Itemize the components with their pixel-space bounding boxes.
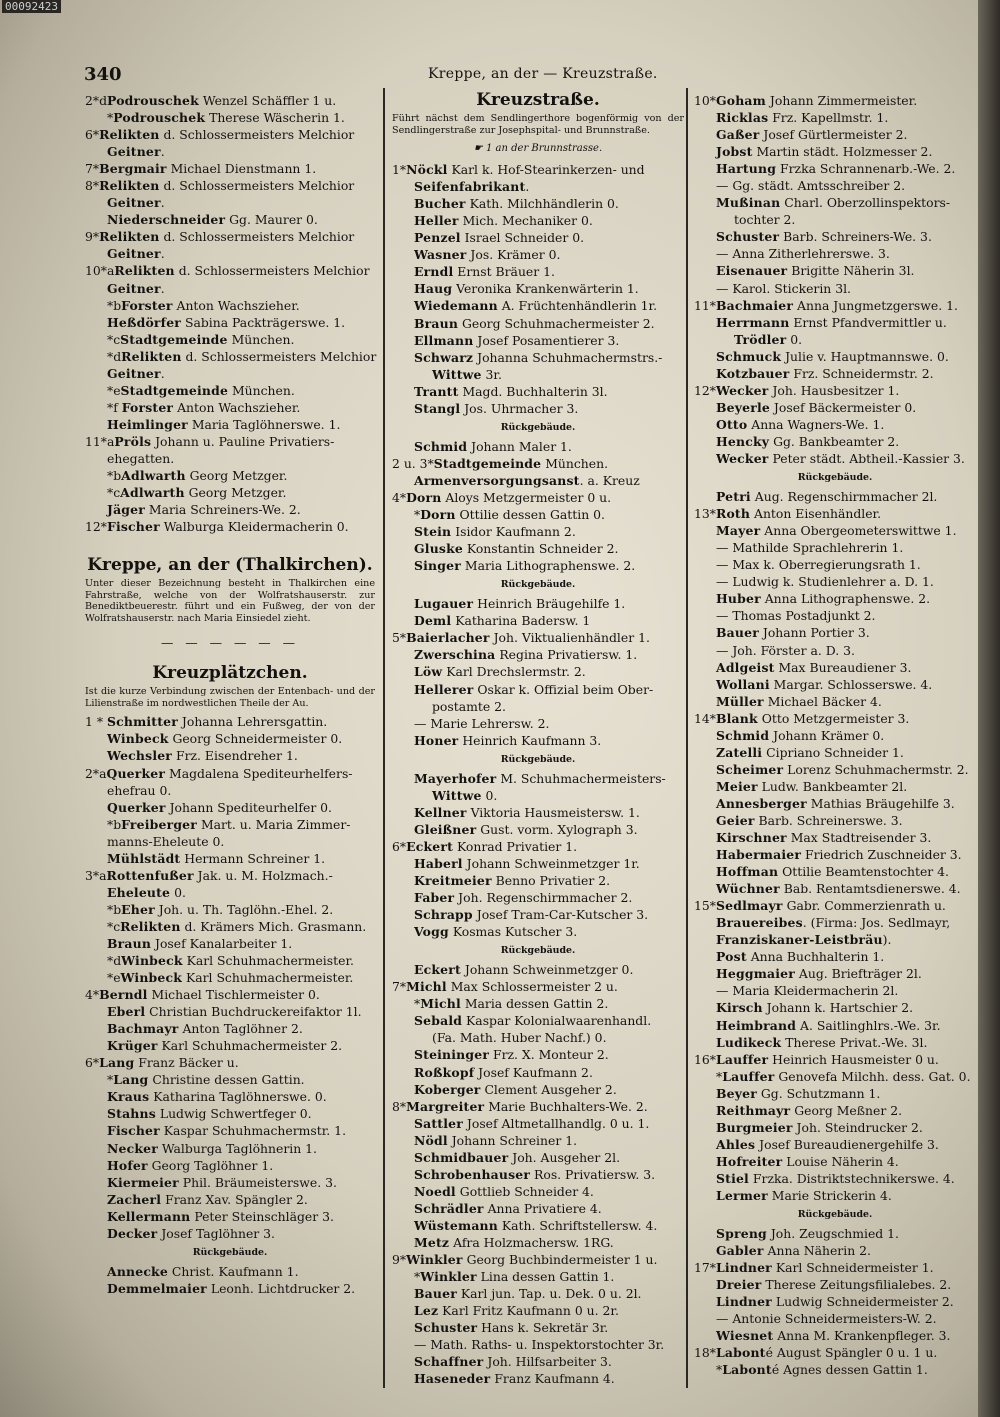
directory-entry: Hofer Georg Taglöhner 1. xyxy=(107,1157,274,1173)
directory-entry: Wittwe 3r. xyxy=(432,366,502,382)
directory-entry: Zacherl Franz Xav. Spängler 2. xyxy=(107,1191,308,1207)
directory-entry: *cAdlwarth Georg Metzger. xyxy=(107,485,287,501)
directory-entry: Haseneder Franz Kaufmann 4. xyxy=(414,1371,615,1387)
directory-entry: Kreitmeier Benno Privatier 2. xyxy=(414,873,611,889)
directory-entry: 2*dPodrouschek Wenzel Schäffler 1 u. xyxy=(85,93,337,108)
column-middle xyxy=(392,92,684,1387)
directory-entry: *bEher Joh. u. Th. Taglöhn.-Ehel. 2. xyxy=(107,901,334,917)
directory-entry: Haug Veronika Krankenwärterin 1. xyxy=(414,281,639,297)
directory-entry: 3*aRottenfußer Jak. u. M. Holzmach.- xyxy=(85,867,333,883)
directory-entry: Huber Anna Lithographenswe. 2. xyxy=(716,591,931,607)
directory-entry: Koberger Clement Ausgeher 2. xyxy=(414,1081,617,1097)
directory-entry: Schmid Johann Maler 1. xyxy=(414,438,572,454)
running-head: Kreppe, an der — Kreuzstraße. xyxy=(428,66,658,82)
directory-entry: 11*Bachmaier Anna Jungmetzgerswe. 1. xyxy=(694,297,958,313)
directory-entry: Bauer Johann Portier 3. xyxy=(716,625,870,641)
directory-entry: Stahns Ludwig Schwertfeger 0. xyxy=(107,1106,312,1122)
directory-entry: Gluske Konstantin Schneider 2. xyxy=(414,541,619,557)
directory-entry: Hofreiter Louise Näherin 4. xyxy=(716,1153,899,1169)
directory-entry: 2*aQuerker Magdalena Spediteurhelfers- xyxy=(85,765,353,781)
directory-entry: Seifenfabrikant. xyxy=(414,179,530,195)
directory-entry: Otto Anna Wagners-We. 1. xyxy=(716,416,885,432)
directory-entry: 9*Relikten d. Schlossermeisters Melchior xyxy=(85,229,355,245)
rueckgebaeude-label: Rückgebäude. xyxy=(797,472,873,484)
directory-entry: *cStadtgemeinde München. xyxy=(107,331,295,347)
directory-entry: Hellerer Oskar k. Offizial beim Ober- xyxy=(414,681,654,697)
directory-entry: *Lang Christine dessen Gattin. xyxy=(107,1072,305,1088)
directory-entry: Trantt Magd. Buchhalterin 3l. xyxy=(414,383,608,399)
directory-entry: Faber Joh. Regenschirmmacher 2. xyxy=(414,890,633,906)
directory-entry: *Labonté Agnes dessen Gattin 1. xyxy=(716,1362,928,1378)
directory-entry: Schrobenhauser Ros. Privatiersw. 3. xyxy=(414,1166,656,1182)
directory-entry: (Fa. Math. Huber Nachf.) 0. xyxy=(432,1030,607,1046)
directory-entry: Schmidbauer Joh. Ausgeher 2l. xyxy=(414,1149,621,1165)
directory-entry: Jäger Maria Schreiners-We. 2. xyxy=(107,502,301,518)
directory-entry: Löw Karl Drechslermstr. 2. xyxy=(414,664,586,680)
entry-list xyxy=(392,595,684,748)
directory-entry: Schuster Hans k. Sekretär 3r. xyxy=(414,1320,609,1336)
directory-entry: 10*aRelikten d. Schlossermeisters Melchior xyxy=(85,263,370,279)
directory-entry: 2 u. 3*Stadtgemeinde München. xyxy=(392,455,609,471)
directory-entry: Niederschneider Gg. Maurer 0. xyxy=(107,212,318,228)
directory-entry: Lindner Ludwig Schneidermeister 2. xyxy=(716,1294,954,1310)
directory-entry: 8*Margreiter Marie Buchhalters-We. 2. xyxy=(392,1098,648,1114)
directory-entry: Fischer Kaspar Schuhmachermstr. 1. xyxy=(107,1123,347,1139)
directory-entry: Brauereibes. (Firma: Jos. Sedlmayr, xyxy=(716,915,951,931)
directory-entry: Hartung Frzka Schrannenarb.-We. 2. xyxy=(716,161,956,177)
entry-list xyxy=(85,713,375,1241)
directory-entry: Singer Maria Lithographenswe. 2. xyxy=(414,558,636,574)
directory-entry: Lugauer Heinrich Bräugehilfe 1. xyxy=(414,596,626,612)
directory-entry: Nödl Johann Schreiner 1. xyxy=(414,1132,578,1148)
directory-entry: — Gg. städt. Amtsschreiber 2. xyxy=(716,178,906,194)
directory-entry: 4*Berndl Michael Tischlermeister 0. xyxy=(85,987,320,1003)
directory-entry: tochter 2. xyxy=(734,212,796,228)
directory-entry: Demmelmaier Leonh. Lichtdrucker 2. xyxy=(107,1280,356,1296)
directory-entry: Mayer Anna Obergeometerswittwe 1. xyxy=(716,523,957,539)
directory-entry: 16*Lauffer Heinrich Hausmeister 0 u. xyxy=(694,1051,939,1067)
directory-entry: — Maria Kleidermacherin 2l. xyxy=(716,983,899,999)
directory-entry: Ricklas Frz. Kapellmstr. 1. xyxy=(716,110,889,126)
directory-entry: *cRelikten d. Krämers Mich. Grasmann. xyxy=(107,918,367,934)
directory-entry: 7*Bergmair Michael Dienstmann 1. xyxy=(85,161,317,177)
directory-entry: 11*aPröls Johann u. Pauline Privatiers- xyxy=(85,433,335,449)
directory-entry: Beyerle Josef Bäckermeister 0. xyxy=(716,399,917,415)
directory-entry: *Podrouschek Therese Wäscherin 1. xyxy=(107,110,345,126)
directory-entry: Gabler Anna Näherin 2. xyxy=(716,1243,871,1259)
directory-entry: Krüger Karl Schuhmachermeister 2. xyxy=(107,1038,343,1054)
rueckgebaeude-label: Rückgebäude. xyxy=(797,1209,873,1221)
directory-entry: Kellermann Peter Steinschläger 3. xyxy=(107,1208,334,1224)
directory-entry: Spreng Joh. Zeugschmied 1. xyxy=(716,1226,899,1242)
rueckgebaeude-label: Rückgebäude. xyxy=(500,421,576,433)
directory-entry: Wasner Jos. Krämer 0. xyxy=(414,247,561,263)
directory-entry: Adlgeist Max Bureaudiener 3. xyxy=(716,659,912,675)
directory-entry: Scheimer Lorenz Schuhmachermstr. 2. xyxy=(716,761,969,777)
directory-entry: Eheleute 0. xyxy=(107,884,186,900)
column-rule xyxy=(383,88,385,1388)
directory-entry: Herrmann Ernst Pfandvermittler u. xyxy=(716,314,947,330)
directory-entry: Geier Barb. Schreinerswe. 3. xyxy=(716,812,903,828)
directory-entry: *dRelikten d. Schlossermeisters Melchior xyxy=(107,348,377,364)
directory-entry: Geitner. xyxy=(107,195,165,211)
directory-entry: Annesberger Mathias Bräugehilfe 3. xyxy=(716,795,955,811)
directory-entry: Armenversorgungsanst. a. Kreuz xyxy=(414,472,640,488)
directory-entry: Necker Walburga Taglöhnerin 1. xyxy=(107,1140,317,1156)
directory-entry: Penzel Israel Schneider 0. xyxy=(414,230,585,246)
directory-entry: *bForster Anton Wachszieher. xyxy=(107,297,300,313)
directory-entry: *bFreiberger Mart. u. Maria Zimmer- xyxy=(107,816,351,832)
directory-entry: 12*Fischer Walburga Kleidermacherin 0. xyxy=(85,519,349,535)
directory-entry: 10*Goham Johann Zimmermeister. xyxy=(694,93,918,108)
directory-entry: Honer Heinrich Kaufmann 3. xyxy=(414,732,602,748)
directory-entry: Steininger Frz. X. Monteur 2. xyxy=(414,1047,609,1063)
directory-entry: Bauer Karl jun. Tap. u. Dek. 0 u. 2l. xyxy=(414,1286,642,1302)
directory-entry: — Thomas Postadjunkt 2. xyxy=(716,608,876,624)
directory-entry: 6*Relikten d. Schlossermeisters Melchior xyxy=(85,127,355,143)
directory-entry: Franziskaner-Leistbräu). xyxy=(716,932,892,948)
directory-entry: Querker Johann Spediteurhelfer 0. xyxy=(107,799,332,815)
directory-entry: Lermer Marie Strickerin 4. xyxy=(716,1188,892,1203)
directory-entry: Müller Michael Bäcker 4. xyxy=(716,693,882,709)
directory-entry: Petri Aug. Regenschirmmacher 2l. xyxy=(716,489,938,505)
directory-entry: Annecke Christ. Kaufmann 1. xyxy=(107,1263,299,1279)
directory-entry: — Anna Zitherlehrerswe. 3. xyxy=(716,246,890,262)
column-right xyxy=(694,92,976,1379)
directory-entry: Gleißner Gust. vorm. Xylograph 3. xyxy=(414,821,638,837)
directory-entry: Trödler 0. xyxy=(734,331,803,347)
directory-entry: Kellner Viktoria Hausmeistersw. 1. xyxy=(414,804,640,820)
directory-entry: Sattler Josef Altmetallhandlg. 0 u. 1. xyxy=(414,1115,650,1131)
section-title-kreppe: Kreppe, an der (Thalkirchen). xyxy=(87,555,373,576)
directory-entry: Zatelli Cipriano Schneider 1. xyxy=(716,744,904,760)
directory-entry: Geitner. xyxy=(107,365,165,381)
directory-entry: 18*Labonté August Spängler 0 u. 1 u. xyxy=(694,1345,938,1361)
directory-entry: — Joh. Förster a. D. 3. xyxy=(716,642,855,658)
directory-entry: ehefrau 0. xyxy=(107,782,172,798)
directory-entry: Vogg Kosmas Kutscher 3. xyxy=(414,924,578,940)
directory-entry: *bAdlwarth Georg Metzger. xyxy=(107,468,288,484)
directory-entry: 4*Dorn Aloys Metzgermeister 0 u. xyxy=(392,489,612,505)
entry-list xyxy=(85,1263,375,1297)
directory-entry: 9*Winkler Georg Buchbindermeister 1 u. xyxy=(392,1252,658,1268)
directory-entry: Geitner. xyxy=(107,280,165,296)
directory-entry: Deml Katharina Badersw. 1 xyxy=(414,613,591,629)
section-description: Führt nächst dem Sendlingerthore bogenförmig von der Sendlingerstraße zur Josephspital- und Brunnstraße. xyxy=(392,113,684,136)
directory-entry: Schuster Barb. Schreiners-We. 3. xyxy=(716,229,932,245)
directory-entry: Reithmayr Georg Meßner 2. xyxy=(716,1102,903,1118)
rueckgebaeude-label: Rückgebäude. xyxy=(192,1246,268,1258)
directory-entry: Bachmayr Anton Taglöhner 2. xyxy=(107,1021,303,1037)
directory-entry: Kotzbauer Frz. Schneidermstr. 2. xyxy=(716,365,934,381)
directory-entry: 14*Blank Otto Metzgermeister 3. xyxy=(694,710,910,726)
directory-entry: Schrädler Anna Privatiere 4. xyxy=(414,1200,602,1216)
entry-list xyxy=(694,1225,976,1378)
directory-entry: Eckert Johann Schweinmetzger 0. xyxy=(414,962,634,978)
directory-entry: Hencky Gg. Bankbeamter 2. xyxy=(716,433,900,449)
directory-entry: Stiel Frzka. Distriktstechnikerswe. 4. xyxy=(716,1170,955,1186)
directory-entry: Gaßer Josef Gürtlermeister 2. xyxy=(716,127,908,143)
rueckgebaeude-label: Rückgebäude. xyxy=(500,945,576,957)
directory-entry: Habermaier Friedrich Zuschneider 3. xyxy=(716,847,962,863)
directory-entry: Mühlstädt Hermann Schreiner 1. xyxy=(107,850,326,866)
directory-entry: Kraus Katharina Taglöhnerswe. 0. xyxy=(107,1089,327,1105)
directory-entry: — Karol. Stickerin 3l. xyxy=(716,280,851,296)
directory-entry: Wüchner Bab. Rentamtsdienerswe. 4. xyxy=(716,881,961,897)
directory-entry: Zwerschina Regina Privatiersw. 1. xyxy=(414,647,638,663)
section-description: Unter dieser Bezeichnung besteht in Thalkirchen eine Fahrstraße, welche von der Wolfratshauserstr. zur Benediktbeuerestr. führt und ein Fußweg, der von der Wolfratshauserstr. nach Maria Einsiedel zieht. xyxy=(85,578,375,624)
entry-list xyxy=(694,92,976,467)
scan-id: 00092423 xyxy=(2,0,61,13)
section-title-kreuzstrasse: Kreuzstraße. xyxy=(476,90,600,110)
directory-entry: Wiesnet Anna M. Krankenpfleger. 3. xyxy=(716,1328,951,1344)
directory-entry: — Ludwig k. Studienlehrer a. D. 1. xyxy=(716,574,934,590)
section-description: Ist die kurze Verbindung zwischen der Entenbach- und der Lilienstraße im nordwestlichen Theile der Au. xyxy=(85,686,375,709)
directory-entry: Mußinan Charl. Oberzollinspektors- xyxy=(716,195,951,211)
directory-entry: 15*Sedlmayr Gabr. Commerzienrath u. xyxy=(694,898,946,914)
directory-entry: Metz Afra Holzmachersw. 1RG. xyxy=(414,1235,614,1250)
directory-entry: 6*Eckert Konrad Privatier 1. xyxy=(392,838,578,854)
directory-entry: 1*Nöckl Karl k. Hof-Stearinkerzen- und xyxy=(392,162,645,178)
directory-entry: Bucher Kath. Milchhändlerin 0. xyxy=(414,196,619,212)
rueckgebaeude-label: Rückgebäude. xyxy=(500,579,576,591)
directory-entry: Eisenauer Brigitte Näherin 3l. xyxy=(716,263,915,279)
directory-entry: Post Anna Buchhalterin 1. xyxy=(716,949,885,965)
directory-entry: 13*Roth Anton Eisenhändler. xyxy=(694,506,882,522)
directory-entry: *Winkler Lina dessen Gattin 1. xyxy=(414,1269,615,1285)
directory-entry: Wecker Peter städt. Abtheil.-Kassier 3. xyxy=(716,450,965,466)
entry-list xyxy=(392,770,684,940)
directory-entry: Geitner. xyxy=(107,246,165,262)
directory-entry: Wittwe 0. xyxy=(432,787,498,803)
directory-entry: Heimlinger Maria Taglöhnerswe. 1. xyxy=(107,416,341,432)
directory-entry: Sebald Kaspar Kolonialwaarenhandl. xyxy=(414,1013,652,1029)
directory-entry: 7*Michl Max Schlossermeister 2 u. xyxy=(392,979,618,995)
directory-entry: — Math. Raths- u. Inspektorstochter 3r. xyxy=(414,1337,665,1353)
directory-entry: Kirschner Max Stadtreisender 3. xyxy=(716,830,932,846)
directory-entry: — Max k. Oberregierungsrath 1. xyxy=(716,557,921,573)
directory-entry: Kirsch Johann k. Hartschier 2. xyxy=(716,1000,914,1016)
directory-entry: Ludikeck Therese Privat.-We. 3l. xyxy=(716,1034,928,1050)
directory-entry: 8*Relikten d. Schlossermeisters Melchior xyxy=(85,178,355,194)
directory-entry: *eStadtgemeinde München. xyxy=(107,382,295,398)
directory-entry: Schrapp Josef Tram-Car-Kutscher 3. xyxy=(414,907,649,923)
entry-list xyxy=(85,92,375,535)
directory-entry: Noedl Gottlieb Schneider 4. xyxy=(414,1183,594,1199)
directory-entry: Heimbrand A. Saitlinghlrs.-We. 3r. xyxy=(716,1017,941,1033)
directory-entry: Wüstemann Kath. Schriftstellersw. 4. xyxy=(414,1217,658,1233)
entry-list xyxy=(392,961,684,1387)
directory-entry: Geitner. xyxy=(107,144,165,160)
rueckgebaeude-label: Rückgebäude. xyxy=(500,753,576,765)
directory-entry: Beyer Gg. Schutzmann 1. xyxy=(716,1085,881,1101)
directory-entry: Stein Isidor Kaufmann 2. xyxy=(414,524,576,540)
directory-entry: — Mathilde Sprachlehrerin 1. xyxy=(716,540,904,556)
directory-entry: 12*Wecker Joh. Hausbesitzer 1. xyxy=(694,382,900,398)
directory-entry: Mayerhofer M. Schuhmachermeisters- xyxy=(414,770,666,786)
directory-entry: Wiedemann A. Früchtenhändlerin 1r. xyxy=(414,298,658,314)
directory-entry: Kiermeier Phil. Bräumeisterswe. 3. xyxy=(107,1174,337,1190)
directory-entry: Schmuck Julie v. Hauptmannswe. 0. xyxy=(716,348,949,364)
directory-entry: Wollani Margar. Schlosserswe. 4. xyxy=(716,676,933,692)
directory-entry: Burgmeier Joh. Steindrucker 2. xyxy=(716,1119,923,1135)
directory-entry: Braun Georg Schuhmachermeister 2. xyxy=(414,315,655,331)
directory-entry: Dreier Therese Zeitungsfilialebes. 2. xyxy=(716,1277,952,1293)
directory-entry: manns-Eheleute 0. xyxy=(107,833,225,849)
directory-entry: Roßkopf Josef Kaufmann 2. xyxy=(414,1064,593,1080)
directory-entry: Meier Ludw. Bankbeamter 2l. xyxy=(716,778,908,794)
page-number: 340 xyxy=(84,64,122,85)
section-divider: — — — — — — xyxy=(160,635,300,651)
directory-entry: Heggmaier Aug. Briefträger 2l. xyxy=(716,966,922,982)
directory-entry: — Marie Lehrersw. 2. xyxy=(414,715,550,731)
directory-entry: Haberl Johann Schweinmetzger 1r. xyxy=(414,855,640,871)
directory-entry: Heller Mich. Mechaniker 0. xyxy=(414,213,593,229)
directory-entry: postamte 2. xyxy=(432,698,506,714)
entry-list xyxy=(392,438,684,574)
directory-entry: 5*Baierlacher Joh. Viktualienhändler 1. xyxy=(392,630,650,646)
directory-entry: Schaffner Joh. Hilfsarbeiter 3. xyxy=(414,1354,612,1370)
directory-entry: Ellmann Josef Posamentierer 3. xyxy=(414,332,620,348)
directory-entry: 1 * Schmitter Johanna Lehrersgattin. xyxy=(85,714,328,730)
directory-entry: *f Forster Anton Wachszieher. xyxy=(107,399,301,415)
directory-entry: *eWinbeck Karl Schuhmachermeister. xyxy=(107,970,354,986)
directory-entry: ehegatten. xyxy=(107,450,175,466)
directory-entry: Erndl Ernst Bräuer 1. xyxy=(414,264,555,280)
page-edge-shadow xyxy=(978,0,1000,1417)
directory-entry: Winbeck Georg Schneidermeister 0. xyxy=(107,731,343,747)
section-title-kreuzplaetzchen: Kreuzplätzchen. xyxy=(152,663,308,684)
directory-entry: Decker Josef Taglöhner 3. xyxy=(107,1225,275,1241)
directory-entry: *dWinbeck Karl Schuhmachermeister. xyxy=(107,953,354,969)
directory-entry: Jobst Martin städt. Holzmesser 2. xyxy=(716,144,933,160)
directory-entry: Stangl Jos. Uhrmacher 3. xyxy=(414,400,579,416)
directory-entry: Heßdörfer Sabina Packträgerswe. 1. xyxy=(107,314,346,330)
entry-list xyxy=(392,161,684,417)
directory-entry: Ahles Josef Bureaudienergehilfe 3. xyxy=(716,1136,939,1152)
directory-entry: 6*Lang Franz Bäcker u. xyxy=(85,1055,239,1071)
directory-entry: Hoffman Ottilie Beamtenstochter 4. xyxy=(716,864,949,880)
directory-entry: *Lauffer Genovefa Milchh. dess. Gat. 0. xyxy=(716,1068,971,1084)
pointer-note: ☛ 1 an der Brunnstrasse. xyxy=(473,143,603,155)
directory-entry: Lez Karl Fritz Kaufmann 0 u. 2r. xyxy=(414,1303,619,1319)
directory-entry: *Dorn Ottilie dessen Gattin 0. xyxy=(414,507,605,523)
directory-entry: Braun Josef Kanalarbeiter 1. xyxy=(107,935,293,951)
directory-entry: Schwarz Johanna Schuhmachermstrs.- xyxy=(414,349,663,365)
directory-entry: 17*Lindner Karl Schneidermeister 1. xyxy=(694,1260,934,1276)
directory-entry: *Michl Maria dessen Gattin 2. xyxy=(414,996,609,1012)
entry-list xyxy=(694,488,976,1204)
column-left xyxy=(85,92,375,1297)
directory-entry: — Antonie Schneidermeisters-W. 2. xyxy=(716,1311,937,1327)
column-rule xyxy=(686,88,688,1388)
directory-entry: Schmid Johann Krämer 0. xyxy=(716,727,885,743)
directory-entry: Eberl Christian Buchdruckereifaktor 1l. xyxy=(107,1004,362,1020)
directory-entry: Wechsler Frz. Eisendreher 1. xyxy=(107,748,298,764)
